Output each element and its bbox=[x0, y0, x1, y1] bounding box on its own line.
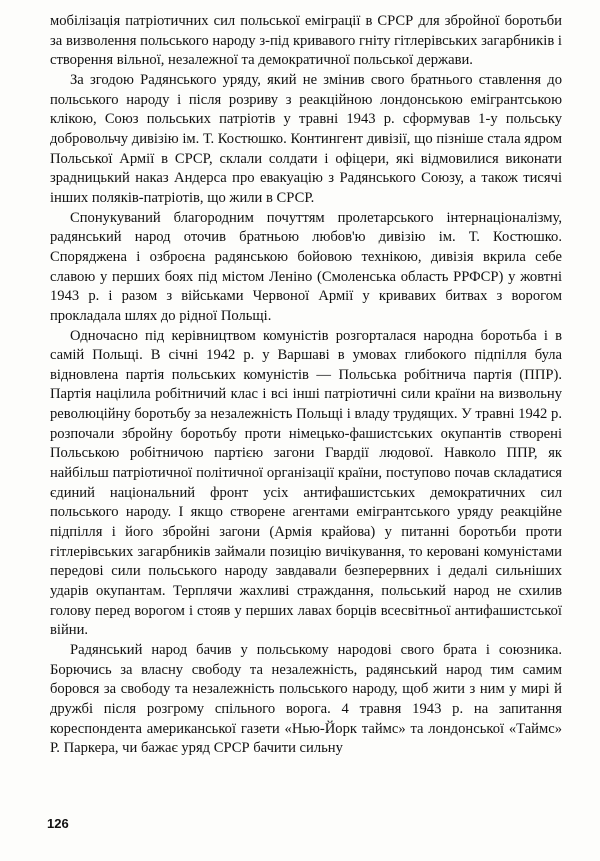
paragraph-continuation: мобілізація патріотичних сил польської еміграції в СРСР для збройної боротьби за визволення польського народу з-під кривавого гніту гітлерівських загарбників і створення вільної, незалежної та демократичної польської держави. bbox=[50, 13, 562, 69]
body-text bbox=[50, 12, 562, 759]
paragraph: За згодою Радянського уряду, який не змінив свого братнього ставлення до польського народу і після розриву з реакційною лондонською емігрантською клікою, Союз польських патріотів у травні 1943 р. сформував 1-у польську добровольчу дивізію ім. Т. Костюшко. Контингент дивізії, що пізніше стала ядром Польської Армії в СРСР, склали солдати і офіцери, які відмовилися виконати зрадницький наказ Андерса про евакуацію з Радянського Союзу, а також тисячі інших поляків-патріотів, що жили в СРСР. bbox=[50, 71, 562, 206]
paragraph: Спонукуваний благородним почуттям пролетарського інтернаціоналізму, радянський народ оточив братньою любов'ю дивізію ім. Т. Костюшко. Споряджена і озброєна радянською бойовою технікою, дивізія вкрила себе славою у перших боях під містом Леніно (Смоленська область РРФСР) у жовтні 1943 р. і разом з військами Червоної Армії у кривавих битвах з ворогом прокладала шлях до рідної Польщі. bbox=[50, 209, 562, 324]
paragraph: Одночасно під керівництвом комуністів розгорталася народна боротьба і в самій Польщі. В січні 1942 р. у Варшаві в умовах глибокого підпілля була відновлена партія польських комуністів — Польська робітнича партія (ППР). Партія націлила робітничий клас і всі інші патріотичні сили країни на визвольну революційну боротьбу за незалежність Польщі і владу трудящих. У травні 1942 р. розпочали збройну боротьбу проти німецько-фашистських окупантів створені Польською робітничою партією загони Гвардії людової. Навколо ППР, як найбільш патріотичної політичної організації країни, поступово почав складатися єдиний національний фронт усіх антифашистських демократичних сил польського народу. І якщо створене агентами емігрантського уряду реакційне підпілля і його збройні загони (Армія крайова) у питанні боротьби проти гітлерівських загарбників займали позицію вичікування, то керовані комуністами передові сили польського народу завдавали безперервних і дедалі сильніших ударів окупантам. Терплячи жахливі страждання, польський народ не схилив голову перед ворогом і стояв у перших лавах борців всесвітньої антифашистської війни. bbox=[50, 327, 562, 639]
paragraph: Радянський народ бачив у польському народові свого брата і союзника. Борючись за власну свободу та незалежність, радянський народ тим самим боровся за свободу та незалежність польського народу, щоб жити з ним у мирі й дружбі після розгрому спільного ворога. 4 травня 1943 р. на запитання кореспондента американської газети «Нью-Йорк таймс» та лондонської «Таймс» Р. Паркера, чи бажає уряд СРСР бачити сильну bbox=[50, 642, 562, 757]
page-number: 126 bbox=[47, 816, 69, 831]
